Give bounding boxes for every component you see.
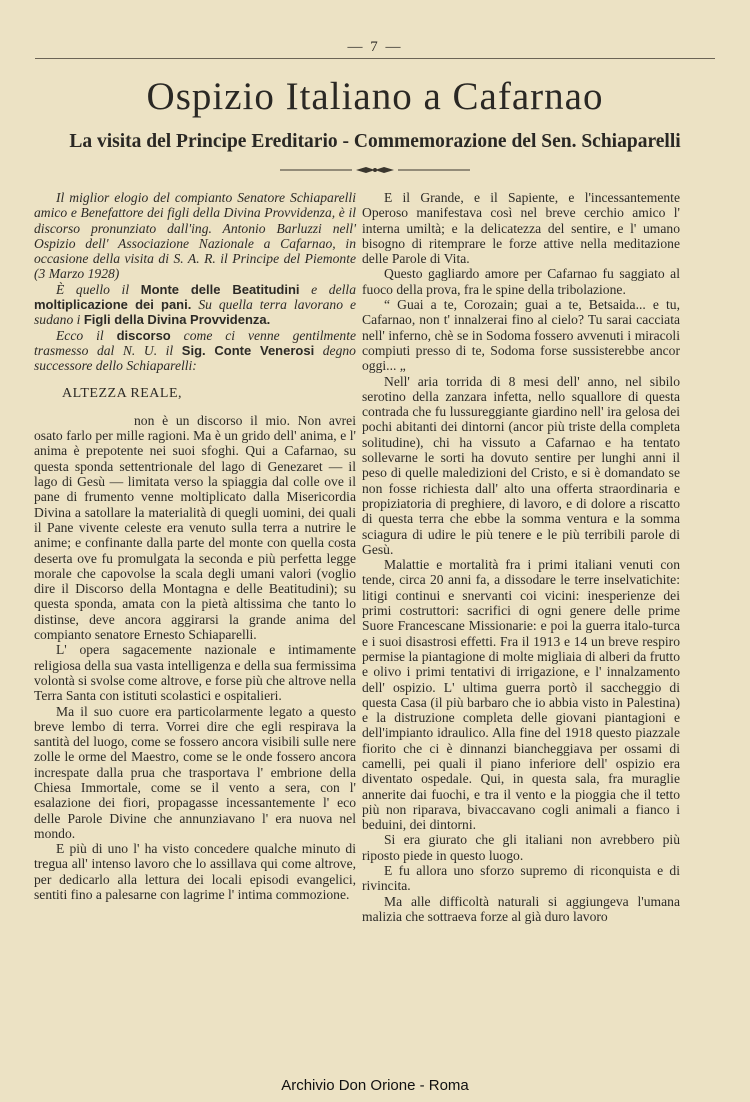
intro-paragraph: Il miglior elogio del compianto Senatore Schiaparelli amico e Benefattore dei figli della Divina Provvidenza, è il discorso pronunziato dall'ing. Antonio Barluzzi nell' Ospizio dell' Associazione Nazionale a Cafarnao, in occasione della visita di S. A. R. il Principe del Piemonte (3 Marzo 1928) bbox=[34, 190, 356, 282]
article-title: Ospizio Italiano a Cafarnao bbox=[146, 75, 604, 118]
speech-paragraph: non è un discorso il mio. Non avrei osato farlo per mille ragioni. Ma è un grido dell' anima, e l' anima è prepotente nei suoi sfoghi. Qui a Cafarnao, su questa sponda settentrionale del lago di Genezaret — il lago di Gesù — limitata verso la spiaggia dal colle ove il pane di frumento venne moltiplicato dalla Misericordia Divina a satollare la materialità di quegli uomini, dei quali il Pane vivente celeste era venuto sulla terra a nutrire le anime; e confinante dalla parte del monte con quella costa deserta ove fu promulgata la seconda e più perfetta legge morale che capovolse la scala degli umani valori (voglio dire il Discorso della Montagna e delle Beatitudini); su questa sponda, amata con la pietà altissima che tanto lo distinse, deve ancora aggirarsi la grande anima del compianto senatore Ernesto Schiaparelli. bbox=[34, 412, 356, 643]
speech-paragraph: Ma il suo cuore era particolarmente legato a questo breve lembo di terra. Vorrei dire che egli respirava la santità del luogo, come se fossero ancora visibili sulle nere zolle le orme del Maestro, come se le onde fossero ancora increspate dalla prua che trasportava l' embrione della Chiesa Immortale, come se il vento a sera, con l' esalazione dei fiori, propagasse incessantemente l' eco delle Parole Divine che annunziavano l' era nuova nel mondo. bbox=[34, 703, 356, 841]
intro-paragraph: È quello il Monte delle Beatitudini e della moltiplicazione dei pani. Su quella terra lavorano e sudano i Figli della Divina Provvidenza. bbox=[34, 281, 356, 328]
salutation: ALTEZZA REALE, bbox=[62, 385, 183, 401]
speech-paragraph: E più di uno l' ha visto concedere qualche minuto di tregua all' intenso lavoro che lo assillava qui come altrove, per dedicarlo alla lettura dei locali episodi evangelici, sentiti fino a palesarne con lagrime l' intima commozione. bbox=[34, 841, 356, 903]
speech-paragraph: Questo gagliardo amore per Cafarnao fu saggiato al fuoco della prova, fra le spine della tribolazione. bbox=[362, 266, 680, 297]
speech-paragraph: Malattie e mortalità fra i primi italiani venuti con tende, circa 20 anni fa, a dissodare le terre inselvatichite: litigi continui e snervanti coi vicini: inesperienze dei primi costruttori: sacrifici di ogni genere delle prime Suore Francescane Missionarie: e poi la guerra italo-turca e i suoi disastrosi effetti. Fra il 1913 e 14 un breve respiro permise la piantagione di molte migliaia di alberi da frutto e olivo i primi tentativi di irrigazione, e l' innalzamento dell' ospizio. L' ultima guerra portò il saccheggio di questa Casa (il più barbaro che io abbia visto in Palestina) e la distruzione completa delle giovani piantagioni e dell'impianto idraulico. Alla fine del 1918 questo piazzale fiorito che ci è dinnanzi biancheggiava per ossami di camelli, pei quali il piano inferiore dell' ospizio era diventato ospedale. Qui, in questa sala, fra muraglie annerite dai fuochi, e tra il vento e la pioggia che il tetto più non riparava, bivaccavano cogli animali a fianco i beduini, dei dintorni. bbox=[362, 557, 680, 833]
header-rule bbox=[35, 58, 715, 59]
left-column bbox=[34, 190, 356, 902]
gospel-quote: “ Guai a te, Corozain; guai a te, Betsaida... e tu, Cafarnao, non t' innalzerai fino al cielo? Tu sarai cacciata nell' inferno, chè se in Sodoma fossero avvenuti i miracoli compiuti presso di te, Sodoma forse sussisterebbe ancor oggi... „ bbox=[362, 297, 680, 374]
article-subtitle: La visita del Principe Ereditario - Commemorazione del Sen. Schiaparelli bbox=[69, 131, 681, 152]
archive-footer: Archivio Don Orione - Roma bbox=[281, 1077, 469, 1094]
intro-paragraph: Ecco il discorso come ci venne gentilmente trasmesso dal N. U. il Sig. Conte Venerosi degno successore dello Schiaparelli: bbox=[34, 327, 357, 374]
speech-paragraph: L' opera sagacemente nazionale e intimamente religiosa della sua vasta intelligenza e della sua fermissima volontà si svolse come altrove, e forse più che altrove nella Terra Santa con istituti scolastici e ospitalieri. bbox=[34, 642, 356, 704]
speech-paragraph: E fu allora uno sforzo supremo di riconquista e di rivincita. bbox=[362, 863, 680, 894]
speech-paragraph: Nell' aria torrida di 8 mesi dell' anno, nel sibilo serotino della zanzara infetta, nello squallore di questa contrada che fu lussureggiante giardino nell' ira gelosa dei pochi abitanti dei dintorni (ancor più triste della completa solitudine), chi ha vissuto a Cafarnao e ha tentato sollevarne le sorti ha dovuto sentire per lunghi anni il peso di quelle maledizioni del Cristo, e si è domandato se non fosse richiesta dall' alto una offerta straordinaria e propiziatoria di preghiere, di lavoro, e di dolore a riscatto di questa terra che ebbe la somma ventura e la somma sciagura di udire le più tenere e le più terribili parole di Gesù. bbox=[362, 373, 680, 557]
speech-paragraph: E il Grande, e il Sapiente, e l'incessantemente Operoso manifestava così nel breve cerchio amico l' interna umiltà; e la delicatezza del sentire, e l' umano bisogno di ritemprare le forze attive nella meditazione delle Parole di Vita. bbox=[362, 190, 680, 267]
speech-paragraph: Si era giurato che gli italiani non avrebbero più riposto piede in questo luogo. bbox=[362, 832, 680, 863]
speech-paragraph: Ma alle difficoltà naturali si aggiungeva l'umana malizia che sottraeva forze al già duro lavoro bbox=[362, 893, 680, 924]
ornament-divider bbox=[280, 165, 470, 175]
right-column bbox=[362, 190, 680, 924]
page-number: — 7 — bbox=[347, 39, 403, 55]
